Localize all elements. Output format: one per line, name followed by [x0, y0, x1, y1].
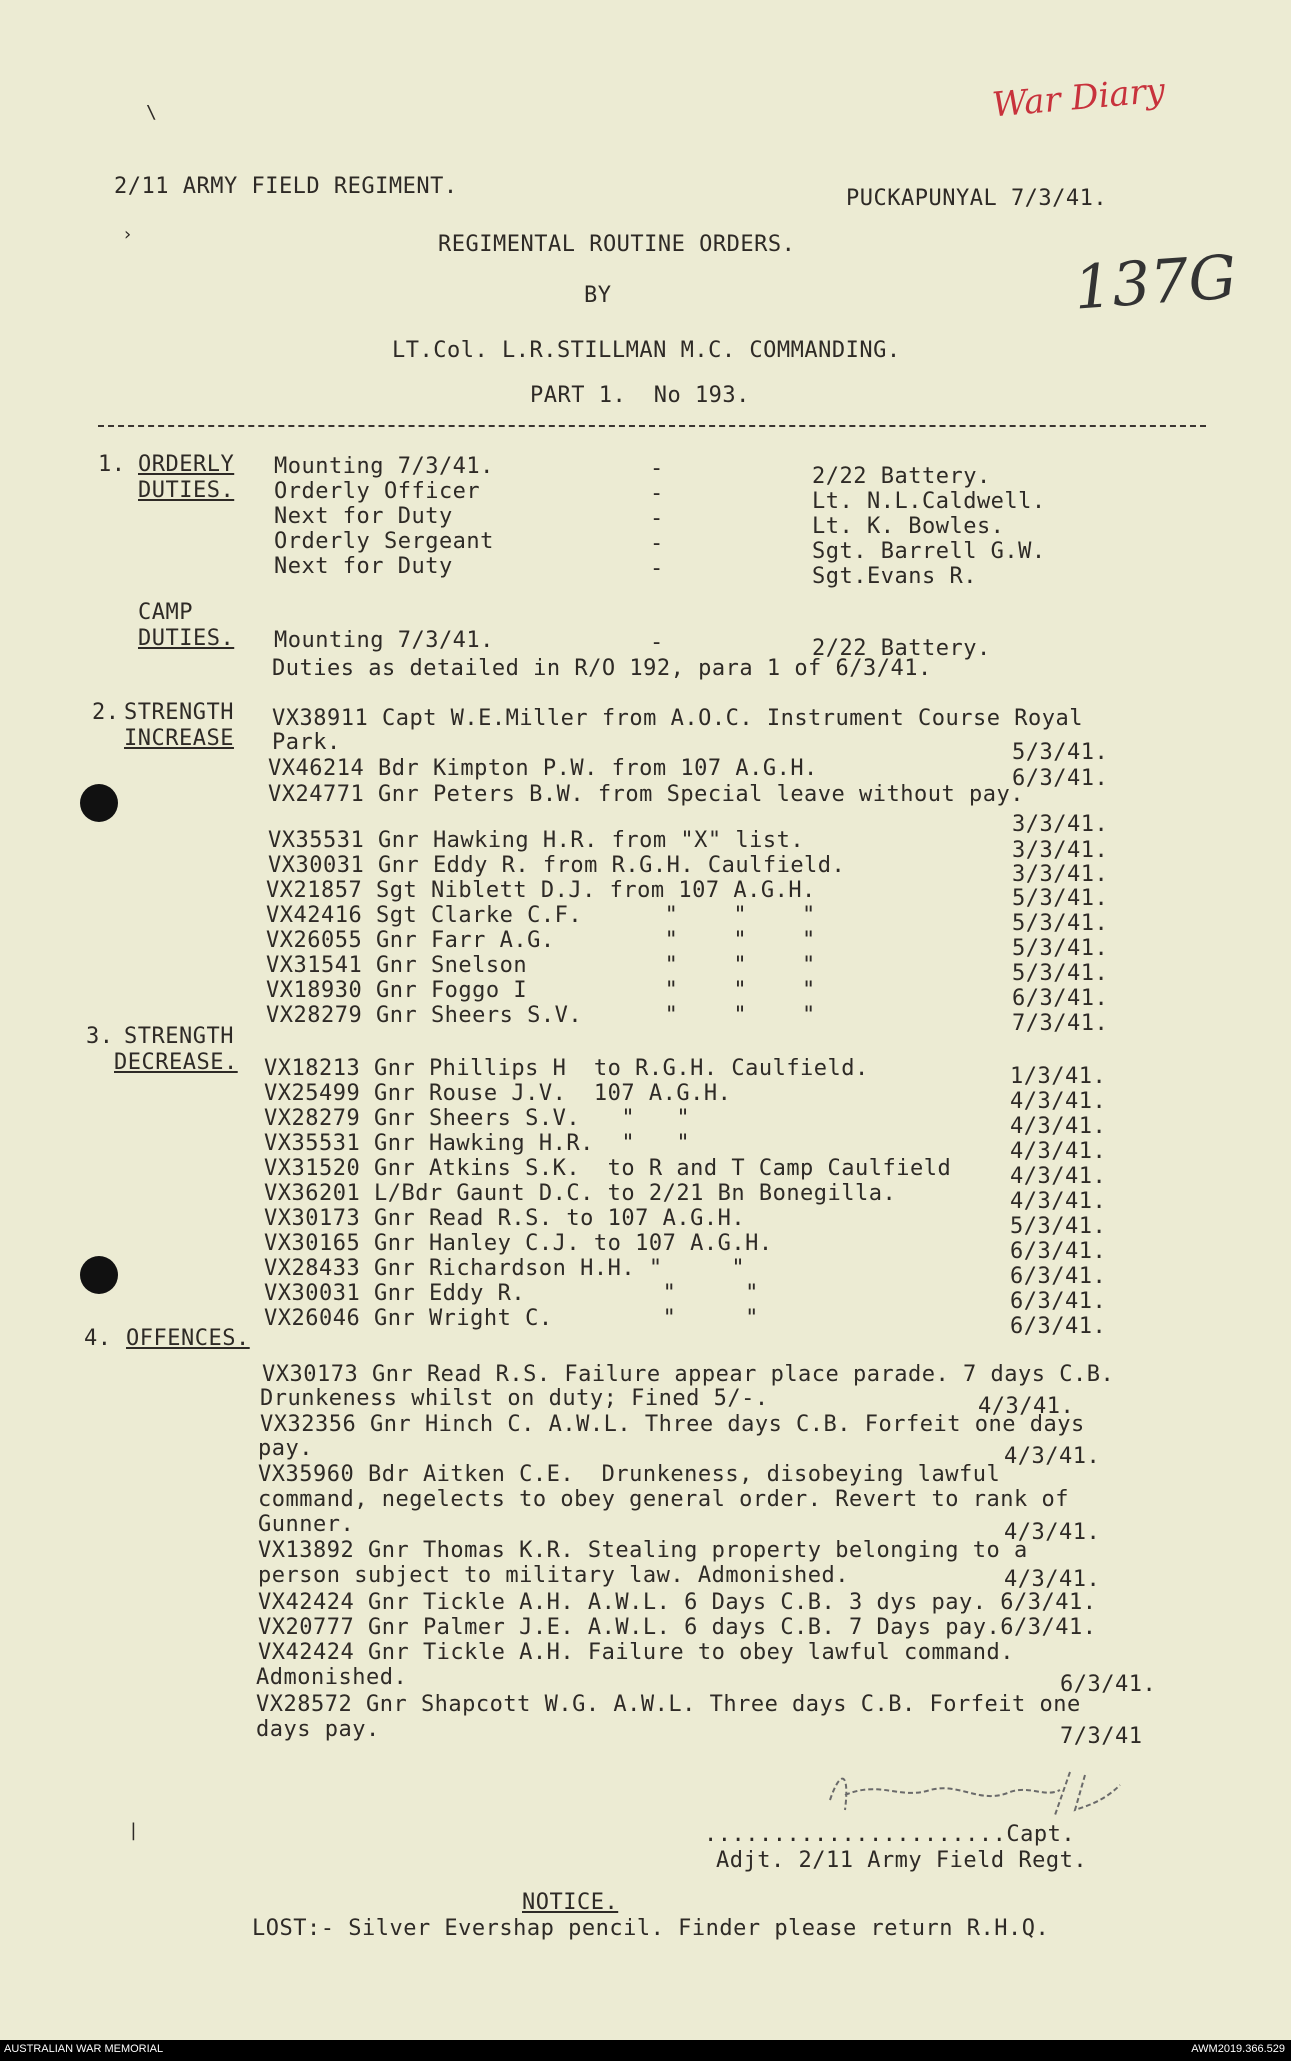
war-diary-annotation: War Diary	[990, 70, 1167, 126]
by-line: BY	[584, 283, 612, 308]
entry-date: 7/3/41	[1060, 1724, 1143, 1749]
entry-date: 4/3/41.	[1010, 1114, 1107, 1139]
decrease-entry: VX30165 Gnr Hanley C.J. to 107 A.G.H.	[264, 1231, 773, 1256]
entry-date: 6/3/41.	[1012, 766, 1109, 791]
duty-dash: -	[650, 531, 664, 556]
decrease-entry: VX26046 Gnr Wright C. " "	[264, 1306, 759, 1331]
increase-entry: VX35531 Gnr Hawking H.R. from "X" list.	[268, 828, 805, 853]
offence-entry: pay.	[258, 1436, 313, 1461]
section-heading: OFFENCES.	[126, 1326, 250, 1351]
duty-dash: -	[650, 630, 664, 655]
offence-entry: VX32356 Gnr Hinch C. A.W.L. Three days C.B. Forfeit one days	[260, 1412, 1085, 1437]
offence-entry: VX42424 Gnr Tickle A.H. Failure to obey lawful command.	[258, 1640, 1014, 1665]
entry-date: 7/3/41.	[1012, 1011, 1109, 1036]
duty-dash: -	[650, 456, 664, 481]
footer-left: AUSTRALIAN WAR MEMORIAL	[4, 2043, 164, 2055]
entry-date: 4/3/41.	[1010, 1189, 1107, 1214]
entry-date: 4/3/41.	[1010, 1139, 1107, 1164]
decrease-entry: VX28433 Gnr Richardson H.H. " "	[264, 1256, 746, 1281]
duty-label: Mounting 7/3/41.	[274, 628, 494, 653]
duty-value: Sgt. Barrell G.W.	[812, 539, 1046, 564]
increase-entry: VX28279 Gnr Sheers S.V. " " "	[266, 1003, 816, 1028]
entry-date: 5/3/41.	[1010, 1214, 1107, 1239]
entry-date: 6/3/41.	[1010, 1289, 1107, 1314]
margin-mark: ›	[122, 224, 134, 245]
section-heading: DECREASE.	[114, 1050, 238, 1075]
punch-hole-top	[80, 784, 118, 822]
entry-date: 4/3/41.	[1010, 1164, 1107, 1189]
decrease-entry: VX36201 L/Bdr Gaunt D.C. to 2/21 Bn Bonegilla.	[264, 1181, 897, 1206]
offence-entry: Admonished.	[256, 1665, 408, 1690]
duty-label: Next for Duty	[274, 554, 453, 579]
place-date: PUCKAPUNYAL 7/3/41.	[846, 186, 1108, 211]
duty-dash: -	[650, 506, 664, 531]
decrease-entry: VX28279 Gnr Sheers S.V. " "	[264, 1106, 691, 1131]
increase-entry: VX30031 Gnr Eddy R. from R.G.H. Caulfield.	[268, 853, 846, 878]
duty-value: Sgt.Evans R.	[812, 564, 977, 589]
entry-date: 6/3/41.	[1010, 1314, 1107, 1339]
duty-value: 2/22 Battery.	[812, 636, 991, 661]
offence-entry: VX42424 Gnr Tickle A.H. A.W.L. 6 Days C.B. 3 dys pay. 6/3/41.	[258, 1590, 1097, 1615]
entry-date: 6/3/41.	[1010, 1264, 1107, 1289]
header-divider	[98, 425, 1206, 427]
section-heading: CAMP	[138, 600, 193, 625]
entry-date: 6/3/41.	[1060, 1672, 1157, 1697]
duty-detail: Duties as detailed in R/O 192, para 1 of 6/3/41.	[272, 656, 932, 681]
entry-date: 5/3/41.	[1012, 961, 1109, 986]
decrease-entry: VX25499 Gnr Rouse J.V. 107 A.G.H.	[264, 1081, 732, 1106]
increase-entry: VX38911 Capt W.E.Miller from A.O.C. Instrument Course Royal	[272, 706, 1083, 731]
entry-date: 6/3/41.	[1012, 986, 1109, 1011]
offence-entry: VX28572 Gnr Shapcott W.G. A.W.L. Three days C.B. Forfeit one	[256, 1692, 1081, 1717]
section-number: 2.	[92, 700, 120, 725]
document-title: REGIMENTAL ROUTINE ORDERS.	[438, 232, 796, 257]
section-heading: INCREASE	[124, 726, 234, 751]
duty-label: Next for Duty	[274, 504, 453, 529]
commander-line: LT.Col. L.R.STILLMAN M.C. COMMANDING.	[392, 338, 901, 363]
duty-value: Lt. K. Bowles.	[812, 514, 1005, 539]
entry-date: 3/3/41.	[1012, 812, 1109, 837]
duty-value: 2/22 Battery.	[812, 464, 991, 489]
decrease-entry: VX30173 Gnr Read R.S. to 107 A.G.H.	[264, 1206, 746, 1231]
section-number: 4.	[84, 1326, 112, 1351]
increase-entry: VX31541 Gnr Snelson " " "	[266, 953, 816, 978]
duty-label: Orderly Sergeant	[274, 529, 494, 554]
increase-entry: VX21857 Sgt Niblett D.J. from 107 A.G.H.	[266, 878, 816, 903]
duty-value: Lt. N.L.Caldwell.	[812, 489, 1046, 514]
entry-date: 4/3/41.	[1010, 1089, 1107, 1114]
increase-entry: VX26055 Gnr Farr A.G. " " "	[266, 928, 816, 953]
entry-date: 5/3/41.	[1012, 740, 1109, 765]
decrease-entry: VX31520 Gnr Atkins S.K. to R and T Camp Caulfield	[264, 1156, 952, 1181]
entry-date: 4/3/41.	[1004, 1444, 1101, 1469]
increase-entry: VX24771 Gnr Peters B.W. from Special leave without pay.	[268, 782, 1024, 807]
duty-dash: -	[650, 556, 664, 581]
offence-entry: person subject to military law. Admonished.	[258, 1563, 850, 1588]
section-number: 3.	[86, 1024, 114, 1049]
notice-text: LOST:- Silver Evershap pencil. Finder please return R.H.Q.	[252, 1916, 1050, 1941]
increase-entry: VX18930 Gnr Foggo I " " "	[266, 978, 816, 1003]
section-heading: DUTIES.	[138, 478, 235, 503]
offence-entry: VX20777 Gnr Palmer J.E. A.W.L. 6 days C.B. 7 Days pay.6/3/41.	[258, 1615, 1097, 1640]
entry-date: 3/3/41.	[1012, 862, 1109, 887]
decrease-entry: VX18213 Gnr Phillips H to R.G.H. Caulfield.	[264, 1056, 869, 1081]
section-heading: DUTIES.	[138, 626, 235, 651]
footer-right: AWM2019.366.529	[1191, 2043, 1285, 2055]
archive-footer	[0, 2040, 1291, 2061]
entry-date: 4/3/41.	[978, 1394, 1075, 1419]
decrease-entry: VX30031 Gnr Eddy R. " "	[264, 1281, 759, 1306]
folio-number: 137G	[1071, 242, 1239, 324]
section-heading: ORDERLY	[138, 452, 235, 477]
entry-date: 6/3/41.	[1010, 1239, 1107, 1264]
signature-line: ......................Capt.	[704, 1822, 1076, 1847]
increase-entry: Park.	[272, 730, 341, 755]
offence-entry: VX13892 Gnr Thomas K.R. Stealing property belonging to a	[258, 1538, 1028, 1563]
margin-mark: |	[128, 1820, 140, 1841]
decrease-entry: VX35531 Gnr Hawking H.R. " "	[264, 1131, 691, 1156]
part-number: PART 1. No 193.	[530, 383, 750, 408]
duty-label: Mounting 7/3/41.	[274, 454, 494, 479]
section-heading: STRENGTH	[124, 700, 234, 725]
signature-title: Adjt. 2/11 Army Field Regt.	[716, 1848, 1088, 1873]
entry-date: 5/3/41.	[1012, 936, 1109, 961]
margin-mark: \	[146, 102, 158, 123]
notice-heading: NOTICE.	[522, 1890, 619, 1915]
entry-date: 1/3/41.	[1010, 1064, 1107, 1089]
unit-name: 2/11 ARMY FIELD REGIMENT.	[114, 174, 458, 199]
offence-entry: VX35960 Bdr Aitken C.E. Drunkeness, disobeying lawful	[258, 1462, 1001, 1487]
offence-entry: days pay.	[256, 1717, 380, 1742]
increase-entry: VX46214 Bdr Kimpton P.W. from 107 A.G.H.	[268, 756, 818, 781]
entry-date: 5/3/41.	[1012, 886, 1109, 911]
duty-label: Orderly Officer	[274, 479, 481, 504]
handwritten-signature	[820, 1760, 1150, 1830]
entry-date: 4/3/41.	[1004, 1520, 1101, 1545]
offence-entry: command, negelects to obey general order. Revert to rank of	[258, 1487, 1069, 1512]
punch-hole-bottom	[80, 1256, 118, 1294]
section-heading: STRENGTH	[124, 1024, 234, 1049]
entry-date: 5/3/41.	[1012, 911, 1109, 936]
offence-entry: Gunner.	[258, 1512, 355, 1537]
entry-date: 3/3/41.	[1012, 838, 1109, 863]
duty-dash: -	[650, 481, 664, 506]
offence-entry: VX30173 Gnr Read R.S. Failure appear place parade. 7 days C.B.	[262, 1362, 1115, 1387]
section-number: 1.	[98, 452, 126, 477]
entry-date: 4/3/41.	[1004, 1567, 1101, 1592]
increase-entry: VX42416 Sgt Clarke C.F. " " "	[266, 903, 816, 928]
offence-entry: Drunkeness whilst on duty; Fined 5/-.	[260, 1386, 769, 1411]
